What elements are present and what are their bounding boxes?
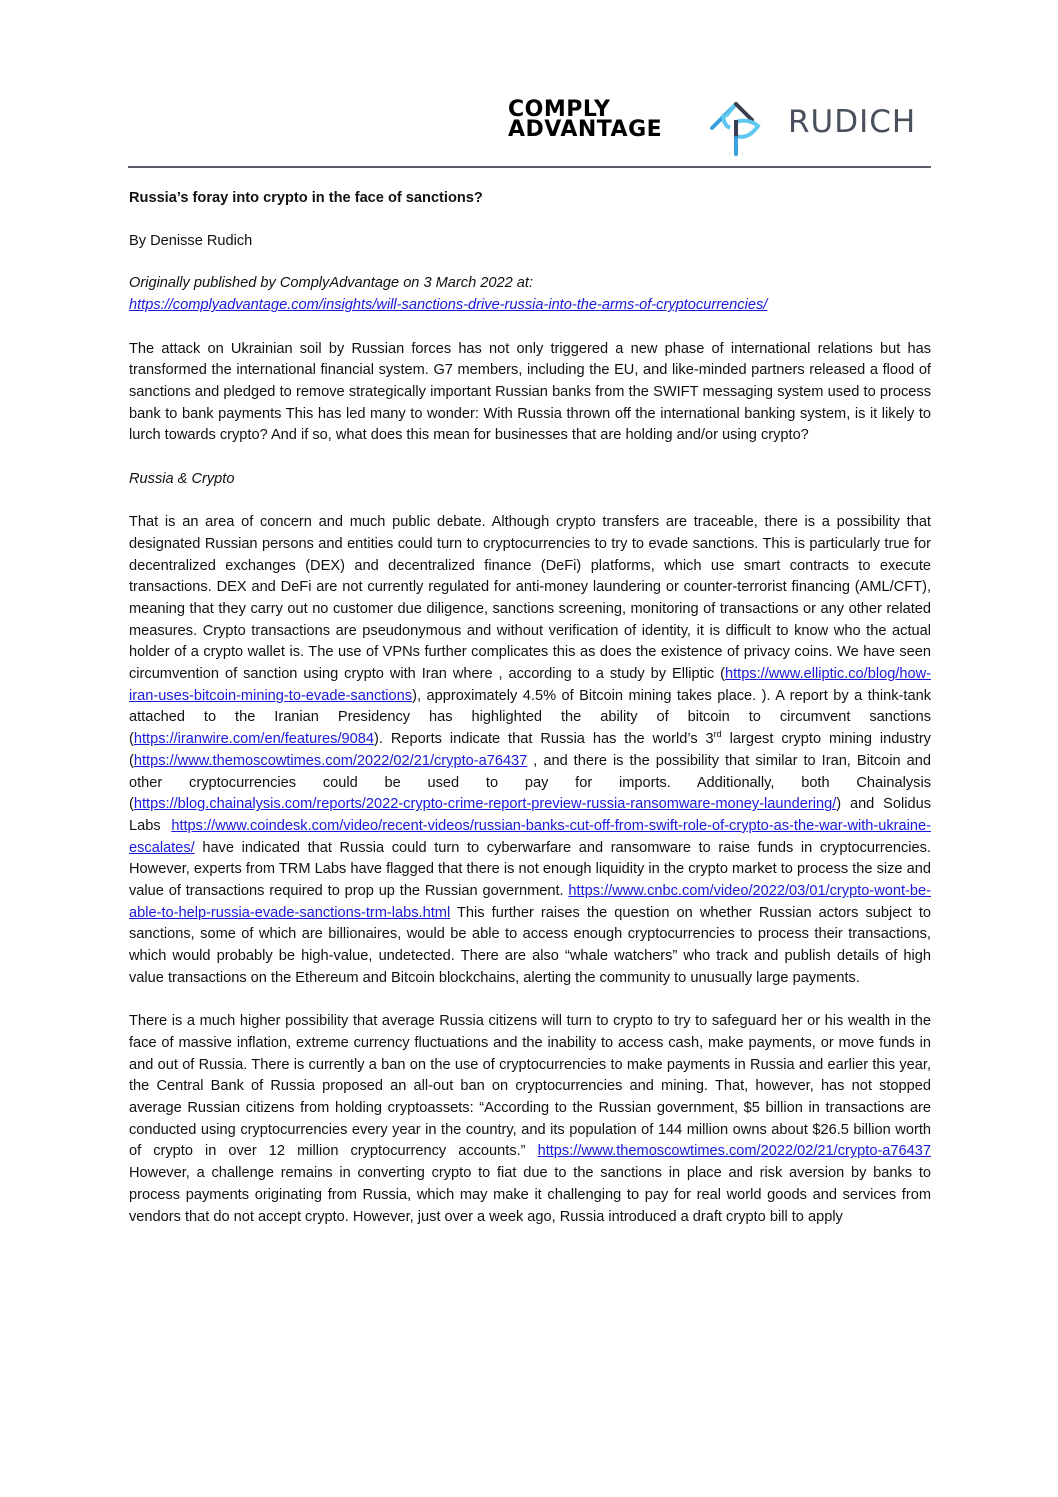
rudich-logo-text: RUDICH xyxy=(788,104,917,140)
intro-paragraph: The attack on Ukrainian soil by Russian forces has not only triggered a new phase of international relations but has transformed the international financial system. G7 members, including the EU, and like-minded partners released a flood of sanctions and pledged to remove strategically important Russian banks from the SWIFT messaging system used to process bank to bank payments This has led many to wonder: With Russia thrown off the international banking system, is it likely to lurch towards crypto? And if so, what does this mean for businesses that are holding and/or using crypto? xyxy=(129,340,931,444)
section-heading-russia-crypto: Russia & Crypto xyxy=(129,470,235,487)
p2-text-8: This further raises the question on whether Russian actors subject to sanctions, some of which are billionaires, would be able to access enough cryptocurrencies to process their transactions, which would probably be high-value, undetected. There are also “whale watchers” who track and publish details of high value transactions on the Ethereum and Bitcoin blockchains, alerting the community to unusually large payments. xyxy=(129,904,931,986)
chainalysis-link[interactable]: https://blog.chainalysis.com/reports/2022-crypto-crime-report-preview-russia-ransomware-money-laundering/ xyxy=(133,796,837,813)
page-header xyxy=(128,92,932,168)
p2-text-2: ), approximately 4.5% of Bitcoin mining takes place. ). A report by a think-tank attached to the Iranian Presidency has highlighted the ability of bitcoin to circumvent sanctions ( xyxy=(129,687,931,748)
rudich-logo-mark-icon xyxy=(708,94,772,156)
moscowtimes-link-2[interactable]: https://www.themoscowtimes.com/2022/02/21/crypto-a76437 xyxy=(537,1143,931,1160)
p2-text-5: , and there is the possibility that similar to Iran, Bitcoin and other cryptocurrencies could be used to pay for imports. Additionally, both Chainalysis ( xyxy=(129,752,931,813)
moscowtimes-link[interactable]: https://www.themoscowtimes.com/2022/02/21/crypto-a76437 xyxy=(133,752,528,769)
p3-text-1: There is a much higher possibility that average Russia citizens will turn to crypto to try to safeguard her or his wealth in the face of massive inflation, extreme currency fluctuations and the inability to access cash, make payments, or move funds in and out of Russia. There is currently a ban on the use of cryptocurrencies to make payments in Russia and earlier this year, the Central Bank of Russia proposed an all-out ban on cryptocurrencies and mining. That, however, has not stopped average Russian citizens from holding cryptoassets: “According to the Russian government, $5 billion in transactions are conducted using cryptocurrencies every year in the country, and its population of 144 million owns about $26.5 billion worth of crypto in over 12 million cryptocurrency accounts.” xyxy=(129,1013,931,1160)
header-divider xyxy=(128,166,931,168)
publication-note xyxy=(129,273,931,316)
p2-text-1: That is an area of concern and much public debate. Although crypto transfers are traceable, there is a possibility that designated Russian persons and entities could turn to cryptocurrencies to try to evade sanctions. This is particularly true for decentralized exchanges (DEX) and decentralized finance (DeFi) platforms, which use smart contracts to execute transactions. DEX and DeFi are not currently regulated for anti-money laundering or counter-terrorist financing (AML/CFT), meaning that they carry out no customer due diligence, sanctions screening, monitoring of transactions or any other related measures. Crypto transactions are pseudonymous and without verification of identity, it is difficult to know who the actual holder of a crypto wallet is. The use of VPNs further complicates this as does the existence of privacy coins. We have seen circumvention of sanction using crypto with Iran where , according to a study by Elliptic ( xyxy=(129,514,931,683)
paragraph-russia-crypto xyxy=(129,512,931,989)
cnbc-link[interactable]: https://www.cnbc.com/video/2022/03/01/crypto-wont-be-able-to-help-russia-evade-sanctions-trm-labs.html xyxy=(129,883,931,921)
article-byline: By Denisse Rudich xyxy=(129,232,253,249)
p2-text-4: largest crypto mining industry ( xyxy=(129,731,931,769)
logo-comply-line1: COMPLY xyxy=(508,97,611,122)
article-body xyxy=(129,188,931,1228)
paragraph-citizens xyxy=(129,1011,931,1228)
logo-comply-line2: ADVANTAGE xyxy=(508,117,663,142)
elliptic-link[interactable]: https://www.elliptic.co/blog/how-iran-uses-bitcoin-mining-to-evade-sanctions xyxy=(129,666,931,704)
p3-text-2: However, a challenge remains in converting crypto to fiat due to the sanctions in place and risk aversion by banks to process payments originating from Russia, which may make it challenging to pay for real world goods and services from vendors that do not accept crypto. However, just over a week ago, Russia introduced a draft crypto bill to apply xyxy=(129,1165,931,1225)
ordinal-superscript: rd xyxy=(713,729,722,740)
p2-text-7: have indicated that Russia could turn to cyberwarfare and ransomware to raise funds in cryptocurrencies. However, experts from TRM Labs have flagged that there is not enough liquidity in the crypto market to process the size and value of transactions required to prop up the Russian government. xyxy=(129,839,931,900)
coindesk-link[interactable]: https://www.coindesk.com/video/recent-videos/russian-banks-cut-off-from-swift-role-of-crypto-as-the-war-with-ukraine-escalates/ xyxy=(129,817,931,856)
publication-note-text: Originally published by ComplyAdvantage on 3 March 2022 at: xyxy=(129,275,533,292)
article-title: Russia’s foray into crypto in the face of sanctions? xyxy=(129,190,483,206)
p2-text-6: ) and Solidus Labs xyxy=(129,796,931,834)
iranwire-link[interactable]: https://iranwire.com/en/features/9084 xyxy=(133,731,374,748)
comply-advantage-logo xyxy=(508,97,663,142)
p2-text-3: ). Reports indicate that Russia has the world’s 3 xyxy=(374,731,714,748)
publication-link[interactable]: https://complyadvantage.com/insights/will-sanctions-drive-russia-into-the-arms-of-cryptocurrencies/ xyxy=(129,297,768,314)
